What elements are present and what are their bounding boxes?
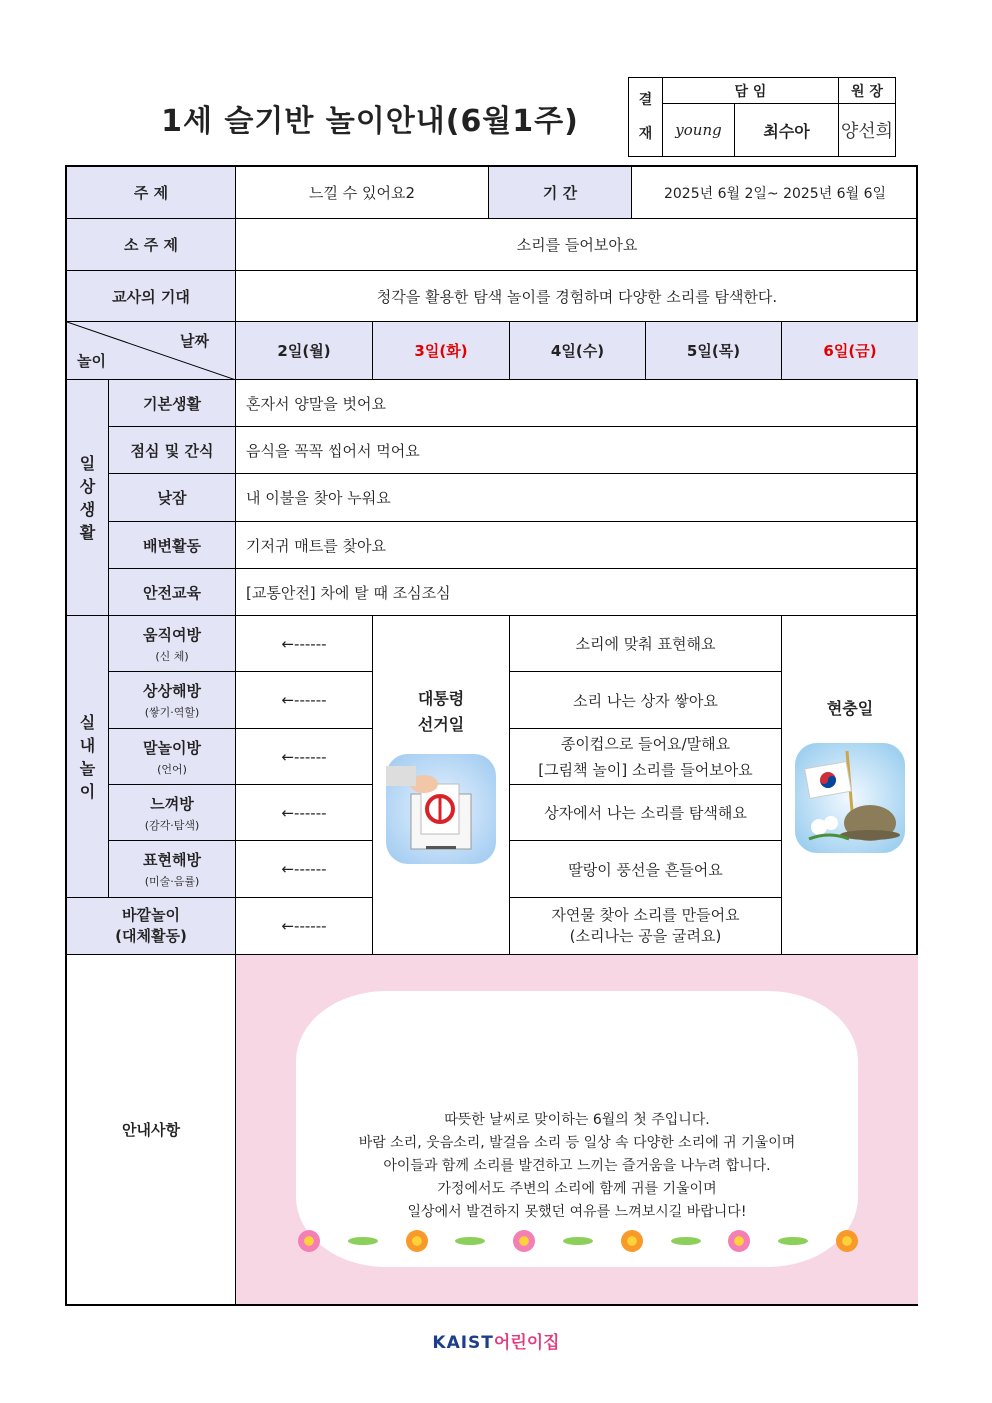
outdoor-mon-arrow: ←------ [236, 898, 373, 955]
daily-row-label: 배변활동 [109, 522, 236, 569]
play-label: 놀이 [77, 352, 106, 370]
flower-border [298, 1226, 858, 1256]
leaf-icon [671, 1237, 701, 1245]
daily-row-value: 음식을 꼭꼭 씹어서 먹어요 [236, 427, 918, 474]
indoor-activity: 종이컵으로 들어요/말해요 [그림책 놀이] 소리를 들어보아요 [510, 729, 782, 785]
leaf-icon [778, 1237, 808, 1245]
flower-icon [298, 1230, 320, 1252]
subtheme-value: 소리를 들어보아요 [236, 219, 918, 271]
ballot-box-icon [386, 754, 496, 864]
corner-cell [67, 322, 236, 380]
day-tue: 3일(화) [373, 322, 510, 380]
election-day-cell: 대통령 선거일 [373, 616, 510, 955]
indoor-mon-arrow: ←------ [236, 785, 373, 841]
subtheme-label: 소 주 제 [67, 219, 236, 271]
teacher-signature-1: young [663, 104, 735, 156]
notice-area [236, 955, 918, 1304]
director-signature: 양선희 [840, 121, 894, 142]
leaf-icon [455, 1237, 485, 1245]
plan-table [65, 165, 918, 1306]
theme-label: 주 제 [67, 167, 236, 219]
flower-icon [406, 1230, 428, 1252]
indoor-activity: 소리 나는 상자 쌓아요 [510, 672, 782, 729]
day-mon: 2일(월) [236, 322, 373, 380]
indoor-row-label: 움직여방 (신 체) [109, 616, 236, 672]
notice-text: 따뜻한 날씨로 맞이하는 6월의 첫 주입니다. 바람 소리, 웃음소리, 발걸음 소리 등 일상 속 다양한 소리에 귀 기울이며 아이들과 함께 소리를 발견하고 느끼는 즐거움을 나누려 합니다. 가정에서도 주변의 소리에 함께 귀를 기울이며 일상에서 발견하지 못했던 여유를 느껴보시길 바랍니다! [358, 1112, 796, 1220]
kaist-logo-text: KAIST [432, 1333, 494, 1353]
indoor-row-label: 표현해방 (미술·음률) [109, 841, 236, 898]
flower-icon [513, 1230, 535, 1252]
indoor-row-label: 상상해방 (쌓기·역할) [109, 672, 236, 729]
approval-box [628, 77, 896, 157]
daily-row-label: 기본생활 [109, 380, 236, 427]
indoor-activity: 소리에 맞춰 표현해요 [510, 616, 782, 672]
daily-row-value: 내 이불을 찾아 누워요 [236, 474, 918, 522]
flower-icon [728, 1230, 750, 1252]
approval-director-header: 원 장 [839, 78, 895, 104]
approval-teacher-header: 담 임 [663, 78, 839, 104]
memorial-day-cell: 현충일 [782, 616, 918, 955]
day-thu: 5일(목) [646, 322, 782, 380]
daily-row-label: 점심 및 간식 [109, 427, 236, 474]
date-label: 날짜 [180, 332, 209, 350]
period-label: 기 간 [489, 167, 632, 219]
period-value: 2025년 6월 2일~ 2025년 6월 6일 [632, 167, 918, 219]
outdoor-label: 바깥놀이 (대체활동) [67, 898, 236, 955]
daily-row-value: 혼자서 양말을 벗어요 [236, 380, 918, 427]
kindergarten-logo-text: 어린이집 [493, 1333, 560, 1353]
daily-row-value: 기저귀 매트를 찾아요 [236, 522, 918, 569]
outdoor-activity: 자연물 찾아 소리를 만들어요 (소리나는 공을 굴려요) [510, 898, 782, 955]
teacher-signature-2: 최수아 [735, 104, 839, 156]
page-title: 1세 슬기반 놀이안내(6월1주) [161, 104, 579, 139]
indoor-mon-arrow: ←------ [236, 616, 373, 672]
leaf-icon [348, 1237, 378, 1245]
daily-row-label: 낮잠 [109, 474, 236, 522]
flower-icon [836, 1230, 858, 1252]
theme-value: 느낄 수 있어요2 [236, 167, 489, 219]
indoor-activity: 딸랑이 풍선을 흔들어요 [510, 841, 782, 898]
daily-row-label: 안전교육 [109, 569, 236, 616]
daily-row-value: [교통안전] 차에 탈 때 조심조심 [236, 569, 918, 616]
daily-group-label: 일 상 생 활 [67, 380, 109, 616]
indoor-mon-arrow: ←------ [236, 729, 373, 785]
flower-icon [621, 1230, 643, 1252]
indoor-row-label: 느껴방 (감각·탐색) [109, 785, 236, 841]
notice-label: 안내사항 [67, 955, 236, 1304]
day-fri: 6일(금) [782, 322, 918, 380]
indoor-group-label: 실 내 놀 이 [67, 616, 109, 898]
expect-value: 청각을 활용한 탐색 놀이를 경험하며 다양한 소리를 탐색한다. [236, 271, 918, 322]
day-wed: 4일(수) [510, 322, 646, 380]
indoor-mon-arrow: ←------ [236, 841, 373, 898]
indoor-activity: 상자에서 나는 소리를 탐색해요 [510, 785, 782, 841]
footer-logo [0, 1328, 992, 1353]
indoor-row-label: 말놀이방 (언어) [109, 729, 236, 785]
expect-label: 교사의 기대 [67, 271, 236, 322]
flag-helmet-icon [795, 743, 905, 853]
indoor-mon-arrow: ←------ [236, 672, 373, 729]
leaf-icon [563, 1237, 593, 1245]
approval-label: 결 재 [629, 78, 663, 156]
